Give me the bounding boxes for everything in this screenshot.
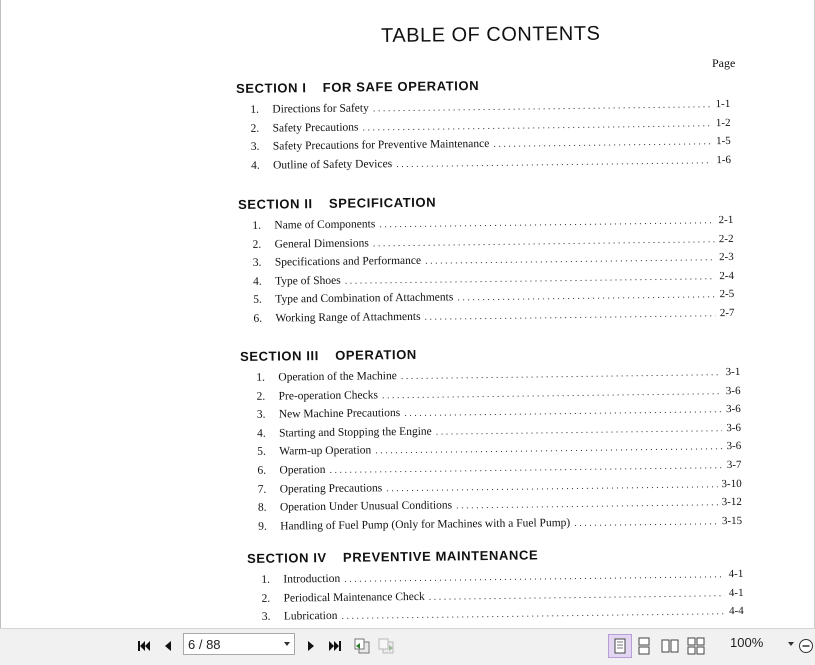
dot-leader bbox=[379, 215, 714, 230]
entry-number: 5. bbox=[257, 446, 266, 459]
entry-number: 3. bbox=[256, 408, 266, 421]
entry-page: 3-15 bbox=[721, 514, 743, 527]
page-title: TABLE OF CONTENTS bbox=[381, 22, 601, 47]
dot-leader bbox=[429, 588, 725, 603]
section-title: SPECIFICATION bbox=[328, 194, 437, 211]
entry-page: 3-12 bbox=[721, 496, 742, 509]
entry-page: 2-2 bbox=[718, 232, 734, 245]
entry-page: 4-1 bbox=[728, 586, 744, 599]
next-page-icon[interactable] bbox=[300, 635, 322, 657]
entry-page: 3-1 bbox=[725, 365, 741, 379]
entry-page: 3-6 bbox=[726, 403, 741, 416]
entry-title: Safety Precautions bbox=[272, 121, 359, 135]
entry-page: 2-4 bbox=[719, 269, 735, 282]
last-page-icon[interactable] bbox=[324, 635, 346, 657]
entry-title: Operation bbox=[279, 463, 326, 477]
entry-title: Type and Combination of Attachments bbox=[275, 291, 454, 306]
entry-number: 4. bbox=[250, 159, 260, 172]
page-number-field[interactable] bbox=[183, 633, 295, 655]
continuous-facing-view-icon[interactable] bbox=[685, 635, 707, 657]
section-title: PREVENTIVE MAINTENANCE bbox=[342, 547, 539, 565]
entry-title: Lubrication bbox=[283, 610, 338, 623]
dot-leader bbox=[493, 136, 712, 150]
dot-leader bbox=[386, 479, 717, 494]
entry-page: 3-6 bbox=[726, 421, 742, 434]
facing-view-icon[interactable] bbox=[659, 635, 681, 657]
entry-number: 9. bbox=[258, 520, 267, 533]
dot-leader bbox=[341, 606, 725, 622]
dot-leader bbox=[373, 99, 712, 114]
entry-number: 4. bbox=[252, 275, 262, 288]
zoom-dropdown-icon[interactable] bbox=[788, 642, 794, 646]
entry-number: 4. bbox=[256, 427, 266, 440]
entry-number: 2. bbox=[261, 592, 271, 605]
dot-leader bbox=[382, 386, 722, 401]
dot-leader bbox=[457, 290, 715, 304]
entry-title: Handling of Fuel Pump (Only for Machines with a Fuel Pump) bbox=[280, 516, 571, 533]
section-title: FOR SAFE OPERATION bbox=[322, 78, 480, 95]
entry-number: 2. bbox=[256, 390, 266, 403]
entry-title: Pre-operation Checks bbox=[278, 388, 378, 403]
dot-leader bbox=[424, 308, 715, 323]
entry-title: Outline of Safety Devices bbox=[272, 157, 393, 172]
go-back-view-icon[interactable] bbox=[351, 635, 373, 657]
section-heading bbox=[240, 343, 740, 364]
dot-leader bbox=[362, 118, 712, 133]
zoom-level[interactable]: 100% bbox=[730, 635, 764, 650]
single-page-view-icon[interactable] bbox=[609, 635, 631, 657]
section-number: SECTION III bbox=[240, 348, 320, 364]
entry-number: 8. bbox=[257, 501, 267, 514]
dot-leader bbox=[425, 252, 715, 267]
entry-title: Introduction bbox=[283, 572, 341, 586]
section-number: SECTION I bbox=[236, 80, 307, 96]
entry-page: 1-6 bbox=[716, 153, 732, 166]
entry-title: Safety Precautions for Preventive Maintenance bbox=[272, 138, 490, 153]
entry-page: 2-5 bbox=[719, 288, 735, 301]
entry-page: 1-2 bbox=[715, 116, 731, 129]
entry-page: 2-3 bbox=[719, 251, 734, 264]
dot-leader bbox=[401, 367, 722, 382]
entry-number: 2. bbox=[252, 238, 262, 251]
entry-page: 3-6 bbox=[726, 440, 742, 453]
entry-number: 2. bbox=[250, 122, 260, 135]
entry-title: Operating Precautions bbox=[279, 481, 383, 496]
entry-page: 4-4 bbox=[729, 605, 744, 618]
entry-number: 3. bbox=[252, 256, 262, 270]
entry-number: 1. bbox=[252, 219, 262, 232]
section-title: OPERATION bbox=[335, 346, 417, 363]
entry-number: 3. bbox=[261, 610, 271, 624]
toc-section-2 bbox=[238, 191, 735, 332]
go-forward-view-icon[interactable] bbox=[375, 635, 397, 657]
continuous-view-icon[interactable] bbox=[633, 635, 655, 657]
entry-title: Warm-up Operation bbox=[279, 444, 372, 458]
toc-section-1 bbox=[236, 75, 731, 178]
entry-title: Operation of the Machine bbox=[278, 370, 397, 384]
entry-number: 1. bbox=[250, 103, 260, 116]
dot-leader bbox=[456, 497, 718, 511]
viewer-toolbar bbox=[0, 628, 815, 665]
dot-leader bbox=[344, 569, 725, 585]
entry-title: Working Range of Attachments bbox=[275, 310, 421, 325]
toc-section-4 bbox=[247, 545, 744, 628]
dot-leader bbox=[396, 155, 712, 170]
prev-page-icon[interactable] bbox=[157, 635, 179, 657]
dot-leader bbox=[345, 271, 716, 287]
dot-leader bbox=[375, 441, 722, 456]
page-column-label: Page bbox=[712, 56, 736, 70]
entry-number: 7. bbox=[257, 483, 267, 496]
entry-title: Starting and Stopping the Engine bbox=[278, 425, 432, 440]
entry-number: 6. bbox=[253, 312, 263, 325]
entry-page: 3-6 bbox=[725, 384, 741, 397]
chevron-down-icon bbox=[284, 642, 290, 646]
toc-section-3 bbox=[240, 343, 742, 539]
entry-number: 6. bbox=[257, 464, 267, 477]
entry-title: Operation Under Unusual Conditions bbox=[279, 499, 453, 514]
entry-number: 5. bbox=[253, 294, 262, 307]
section-heading bbox=[236, 75, 730, 96]
section-number: SECTION II bbox=[238, 196, 313, 212]
entry-number: 3. bbox=[250, 140, 260, 154]
entry-title: New Machine Precautions bbox=[278, 407, 401, 421]
dot-leader bbox=[436, 423, 723, 438]
entry-title: Specifications and Performance bbox=[274, 254, 422, 269]
dot-leader bbox=[404, 404, 722, 419]
page-number-value: 6 / 88 bbox=[188, 636, 221, 652]
entry-title: Directions for Safety bbox=[272, 102, 369, 116]
section-number: SECTION IV bbox=[247, 550, 327, 566]
dot-leader bbox=[373, 234, 715, 249]
dot-leader bbox=[574, 516, 718, 529]
entry-page: 1-1 bbox=[715, 97, 731, 111]
zoom-out-icon[interactable] bbox=[795, 635, 815, 657]
entry-page: 3-7 bbox=[726, 458, 742, 472]
page-left-border bbox=[0, 0, 1, 628]
entry-page: 2-7 bbox=[719, 306, 735, 320]
entry-title: Periodical Maintenance Check bbox=[283, 590, 425, 605]
entry-title: Name of Components bbox=[274, 218, 376, 232]
dot-leader bbox=[329, 460, 722, 476]
entry-number: 1. bbox=[261, 573, 271, 586]
entry-title: General Dimensions bbox=[274, 236, 369, 251]
entry-page: 2-1 bbox=[718, 213, 734, 227]
entry-number: 1. bbox=[256, 371, 266, 384]
entry-title: Type of Shoes bbox=[274, 274, 341, 288]
section-heading bbox=[247, 545, 743, 566]
first-page-icon[interactable] bbox=[133, 635, 155, 657]
entry-page: 3-10 bbox=[721, 477, 742, 490]
entry-page: 4-1 bbox=[728, 567, 744, 581]
section-heading bbox=[238, 191, 733, 212]
entry-page: 1-5 bbox=[716, 135, 731, 148]
